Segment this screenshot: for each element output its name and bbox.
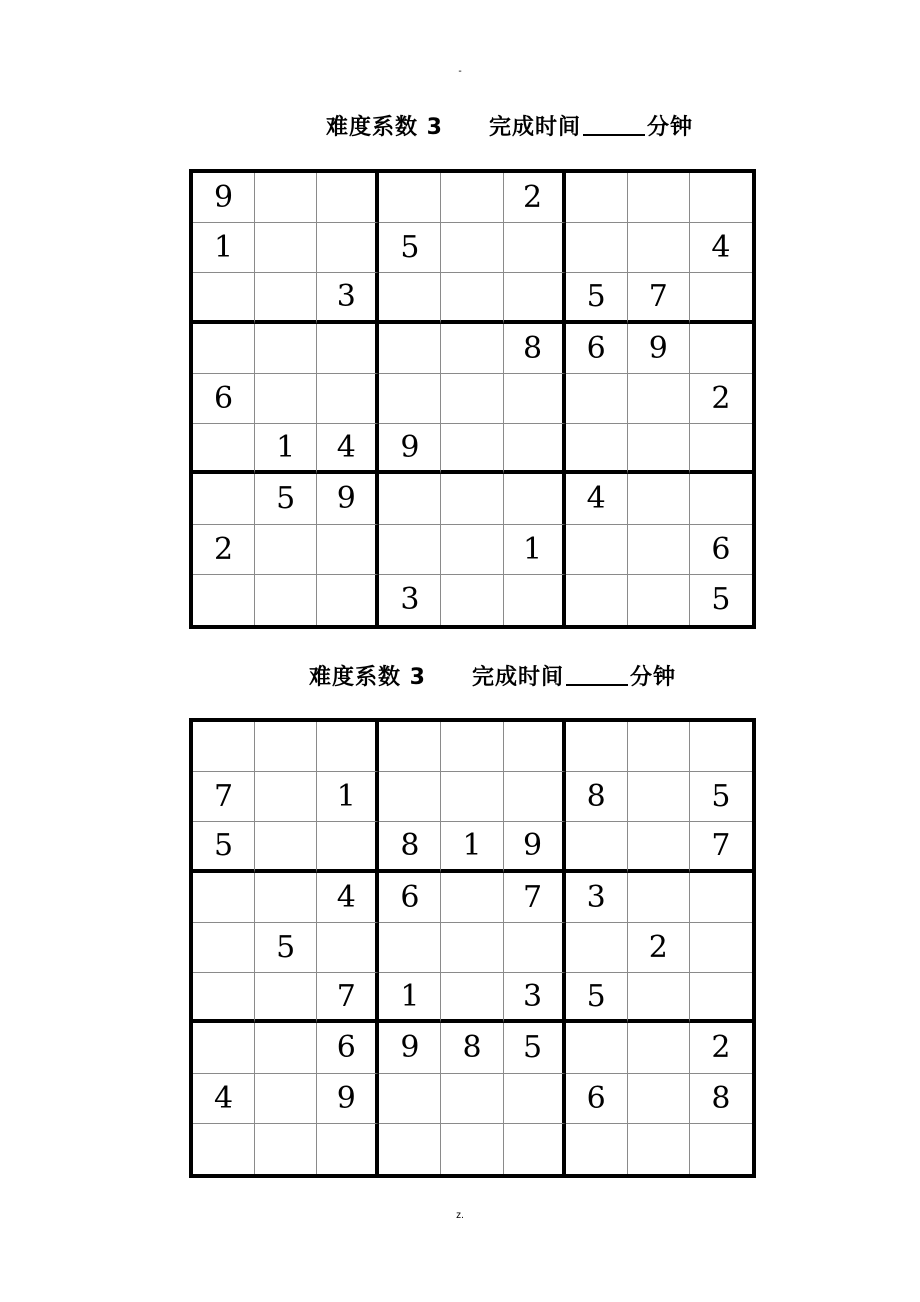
sudoku-cell[interactable] bbox=[379, 173, 441, 223]
sudoku-cell[interactable]: 6 bbox=[690, 525, 752, 575]
sudoku-cell[interactable] bbox=[255, 223, 317, 273]
sudoku-cell[interactable] bbox=[317, 324, 379, 374]
sudoku-cell[interactable] bbox=[628, 822, 690, 872]
sudoku-cell[interactable] bbox=[255, 873, 317, 923]
sudoku-cell[interactable] bbox=[690, 973, 752, 1023]
sudoku-cell[interactable] bbox=[441, 575, 503, 625]
sudoku-cell[interactable]: 5 bbox=[711, 582, 731, 618]
sudoku-cell[interactable] bbox=[566, 1023, 628, 1073]
sudoku-cell[interactable]: 7 bbox=[628, 273, 690, 323]
sudoku-cell[interactable]: 1 bbox=[317, 772, 379, 822]
time-blank-field[interactable] bbox=[566, 664, 628, 686]
sudoku-cell[interactable] bbox=[379, 374, 441, 424]
sudoku-cell[interactable] bbox=[317, 1124, 379, 1174]
sudoku-cell[interactable]: 4 bbox=[193, 1074, 255, 1124]
sudoku-cell[interactable] bbox=[441, 923, 503, 973]
sudoku-cell[interactable] bbox=[255, 173, 317, 223]
sudoku-cell[interactable] bbox=[379, 772, 441, 822]
sudoku-cell[interactable] bbox=[628, 374, 690, 424]
sudoku-cell[interactable] bbox=[566, 722, 628, 772]
sudoku-cell[interactable] bbox=[193, 722, 255, 772]
sudoku-cell[interactable]: 4 bbox=[317, 873, 379, 923]
sudoku-cell[interactable] bbox=[690, 424, 752, 474]
sudoku-cell[interactable]: 7 bbox=[317, 973, 379, 1023]
difficulty-label: 难度系数 3 bbox=[326, 115, 443, 140]
sudoku-cell[interactable] bbox=[193, 873, 255, 923]
page-header-mark: - bbox=[458, 66, 462, 77]
sudoku-cell[interactable] bbox=[255, 973, 317, 1023]
sudoku-cell[interactable]: 2 bbox=[690, 374, 752, 424]
sudoku-cell[interactable]: 1 bbox=[504, 525, 566, 575]
sudoku-cell[interactable]: 7 bbox=[504, 873, 566, 923]
sudoku-cell[interactable] bbox=[255, 273, 317, 323]
sudoku-cell[interactable]: 5 bbox=[690, 772, 752, 822]
sudoku-cell[interactable]: 3 bbox=[379, 575, 441, 625]
sudoku-cell[interactable] bbox=[317, 822, 379, 872]
sudoku-cell[interactable] bbox=[504, 575, 566, 625]
sudoku-cell[interactable] bbox=[628, 722, 690, 772]
sudoku-cell[interactable] bbox=[504, 374, 566, 424]
sudoku-cell[interactable] bbox=[441, 525, 503, 575]
sudoku-grid-1 bbox=[189, 169, 756, 629]
sudoku-cell[interactable] bbox=[317, 374, 379, 424]
time-label: 完成时间 bbox=[488, 115, 581, 140]
sudoku-cell[interactable] bbox=[193, 1124, 255, 1174]
sudoku-cell[interactable] bbox=[193, 324, 255, 374]
sudoku-cell[interactable] bbox=[441, 722, 503, 772]
sudoku-cell[interactable]: 6 bbox=[317, 1023, 379, 1073]
sudoku-cell[interactable] bbox=[379, 1124, 441, 1174]
sudoku-cell[interactable] bbox=[379, 474, 441, 524]
sudoku-cell[interactable]: 5 bbox=[504, 1023, 566, 1073]
sudoku-cell[interactable] bbox=[690, 873, 752, 923]
sudoku-cell[interactable] bbox=[628, 973, 690, 1023]
sudoku-cell[interactable] bbox=[628, 575, 690, 625]
sudoku-cell[interactable]: 8 bbox=[566, 772, 628, 822]
sudoku-cell[interactable] bbox=[504, 923, 566, 973]
sudoku-cell[interactable] bbox=[628, 424, 690, 474]
sudoku-cell[interactable] bbox=[379, 923, 441, 973]
sudoku-cell[interactable]: 2 bbox=[628, 923, 690, 973]
time-blank-field[interactable] bbox=[583, 114, 645, 136]
sudoku-cell[interactable] bbox=[566, 424, 628, 474]
sudoku-cell[interactable] bbox=[690, 474, 752, 524]
sudoku-cell[interactable] bbox=[690, 722, 752, 772]
time-unit: 分钟 bbox=[646, 115, 693, 140]
sudoku-cell[interactable]: 3 bbox=[566, 873, 628, 923]
sudoku-cell[interactable]: 5 bbox=[255, 474, 317, 524]
sudoku-cell[interactable] bbox=[566, 173, 628, 223]
puzzle-2-title bbox=[309, 660, 676, 691]
sudoku-cell[interactable] bbox=[690, 923, 752, 973]
sudoku-cell[interactable]: 9 bbox=[317, 474, 379, 524]
sudoku-cell[interactable]: 8 bbox=[441, 1023, 503, 1073]
sudoku-cell[interactable] bbox=[628, 223, 690, 273]
sudoku-cell[interactable]: 6 bbox=[193, 374, 255, 424]
sudoku-cell[interactable] bbox=[379, 324, 441, 374]
sudoku-cell[interactable]: 8 bbox=[379, 822, 441, 872]
sudoku-cell[interactable] bbox=[255, 374, 317, 424]
sudoku-cell[interactable] bbox=[690, 1124, 752, 1174]
sudoku-cell[interactable] bbox=[504, 223, 566, 273]
sudoku-cell[interactable]: 2 bbox=[504, 173, 566, 223]
sudoku-cell[interactable]: 6 bbox=[566, 324, 628, 374]
sudoku-cell[interactable] bbox=[441, 173, 503, 223]
sudoku-cell[interactable]: 6 bbox=[566, 1074, 628, 1124]
sudoku-cell[interactable] bbox=[441, 1074, 503, 1124]
sudoku-cell[interactable] bbox=[317, 223, 379, 273]
sudoku-cell[interactable]: 5 bbox=[566, 273, 628, 323]
sudoku-cell[interactable] bbox=[379, 273, 441, 323]
difficulty-label: 难度系数 3 bbox=[309, 665, 426, 690]
sudoku-cell[interactable] bbox=[379, 1074, 441, 1124]
sudoku-cell[interactable] bbox=[255, 324, 317, 374]
sudoku-cell[interactable]: 5 bbox=[255, 923, 317, 973]
sudoku-cell[interactable] bbox=[379, 722, 441, 772]
sudoku-grid-2 bbox=[189, 718, 756, 1178]
sudoku-cell[interactable] bbox=[441, 772, 503, 822]
sudoku-cell[interactable] bbox=[317, 923, 379, 973]
sudoku-cell[interactable] bbox=[193, 424, 255, 474]
sudoku-cell[interactable] bbox=[566, 525, 628, 575]
sudoku-cell[interactable] bbox=[441, 1124, 503, 1174]
sudoku-cell[interactable] bbox=[441, 424, 503, 474]
sudoku-cell[interactable]: 5 bbox=[379, 223, 441, 273]
sudoku-cell[interactable] bbox=[504, 1074, 566, 1124]
sudoku-cell[interactable] bbox=[255, 1023, 317, 1073]
sudoku-cell[interactable]: 1 bbox=[193, 223, 255, 273]
sudoku-cell[interactable] bbox=[317, 173, 379, 223]
sudoku-cell[interactable] bbox=[441, 973, 503, 1023]
sudoku-cell[interactable]: 7 bbox=[690, 822, 752, 872]
sudoku-cell[interactable] bbox=[255, 772, 317, 822]
sudoku-cell[interactable]: 3 bbox=[504, 973, 566, 1023]
sudoku-cell[interactable] bbox=[193, 923, 255, 973]
sudoku-cell[interactable]: 5 bbox=[566, 973, 628, 1023]
sudoku-cell[interactable]: 9 bbox=[379, 424, 441, 474]
sudoku-cell[interactable] bbox=[690, 324, 752, 374]
sudoku-cell[interactable] bbox=[441, 374, 503, 424]
sudoku-cell[interactable] bbox=[317, 525, 379, 575]
sudoku-cell[interactable] bbox=[504, 1124, 566, 1174]
sudoku-cell[interactable] bbox=[317, 575, 379, 625]
sudoku-cell[interactable]: 8 bbox=[690, 1074, 752, 1124]
sudoku-cell[interactable]: 7 bbox=[193, 772, 255, 822]
sudoku-cell[interactable]: 1 bbox=[441, 822, 503, 872]
sudoku-cell[interactable] bbox=[566, 923, 628, 973]
sudoku-cell[interactable] bbox=[441, 324, 503, 374]
sudoku-cell[interactable]: 9 bbox=[193, 173, 255, 223]
sudoku-cell[interactable] bbox=[628, 1124, 690, 1174]
sudoku-cell[interactable] bbox=[441, 873, 503, 923]
sudoku-cell[interactable]: 1 bbox=[379, 973, 441, 1023]
sudoku-cell[interactable] bbox=[193, 474, 255, 524]
sudoku-cell[interactable] bbox=[628, 1074, 690, 1124]
sudoku-cell[interactable] bbox=[193, 575, 255, 625]
sudoku-cell[interactable] bbox=[504, 772, 566, 822]
sudoku-cell[interactable]: 4 bbox=[566, 474, 628, 524]
sudoku-cell[interactable] bbox=[379, 525, 441, 575]
sudoku-cell[interactable] bbox=[255, 822, 317, 872]
sudoku-cell[interactable] bbox=[441, 223, 503, 273]
sudoku-cell[interactable] bbox=[566, 223, 628, 273]
sudoku-cell[interactable]: 4 bbox=[317, 424, 379, 474]
puzzle-1-title bbox=[326, 110, 693, 141]
sudoku-cell[interactable] bbox=[193, 973, 255, 1023]
sudoku-cell[interactable]: 9 bbox=[317, 1074, 379, 1124]
sudoku-cell[interactable] bbox=[566, 575, 628, 625]
sudoku-cell[interactable]: 2 bbox=[690, 1023, 752, 1073]
sudoku-cell[interactable] bbox=[628, 1023, 690, 1073]
time-label: 完成时间 bbox=[471, 665, 564, 690]
sudoku-cell[interactable] bbox=[628, 772, 690, 822]
time-unit: 分钟 bbox=[629, 665, 676, 690]
sudoku-cell[interactable]: 5 bbox=[193, 822, 255, 872]
sudoku-cell[interactable]: 9 bbox=[628, 324, 690, 374]
sudoku-cell[interactable]: 4 bbox=[690, 223, 752, 273]
sudoku-cell[interactable]: 8 bbox=[504, 324, 566, 374]
sudoku-cell[interactable] bbox=[255, 525, 317, 575]
sudoku-cell[interactable] bbox=[628, 474, 690, 524]
sudoku-cell[interactable]: 9 bbox=[504, 822, 566, 872]
sudoku-cell[interactable]: 9 bbox=[379, 1023, 441, 1073]
sudoku-cell[interactable] bbox=[628, 873, 690, 923]
sudoku-cell[interactable] bbox=[504, 273, 566, 323]
sudoku-cell[interactable] bbox=[504, 722, 566, 772]
sudoku-cell[interactable] bbox=[441, 474, 503, 524]
sudoku-cell[interactable] bbox=[566, 374, 628, 424]
sudoku-cell[interactable] bbox=[628, 525, 690, 575]
sudoku-cell[interactable]: 1 bbox=[255, 424, 317, 474]
sudoku-cell[interactable] bbox=[193, 1023, 255, 1073]
sudoku-cell[interactable] bbox=[566, 822, 628, 872]
sudoku-cell[interactable] bbox=[255, 575, 317, 625]
sudoku-cell[interactable] bbox=[504, 474, 566, 524]
sudoku-cell[interactable] bbox=[255, 722, 317, 772]
sudoku-cell[interactable]: 3 bbox=[317, 273, 379, 323]
sudoku-cell[interactable] bbox=[255, 1124, 317, 1174]
sudoku-cell[interactable] bbox=[255, 1074, 317, 1124]
sudoku-cell[interactable] bbox=[441, 273, 503, 323]
sudoku-cell[interactable] bbox=[317, 722, 379, 772]
sudoku-cell[interactable] bbox=[690, 173, 752, 223]
sudoku-cell[interactable] bbox=[193, 273, 255, 323]
page-footer-mark: z. bbox=[456, 1210, 464, 1221]
sudoku-cell[interactable] bbox=[690, 273, 752, 323]
sudoku-cell[interactable]: 2 bbox=[193, 525, 255, 575]
sudoku-cell[interactable] bbox=[504, 424, 566, 474]
sudoku-cell[interactable] bbox=[566, 1124, 628, 1174]
sudoku-cell[interactable] bbox=[628, 173, 690, 223]
sudoku-cell[interactable]: 6 bbox=[379, 873, 441, 923]
